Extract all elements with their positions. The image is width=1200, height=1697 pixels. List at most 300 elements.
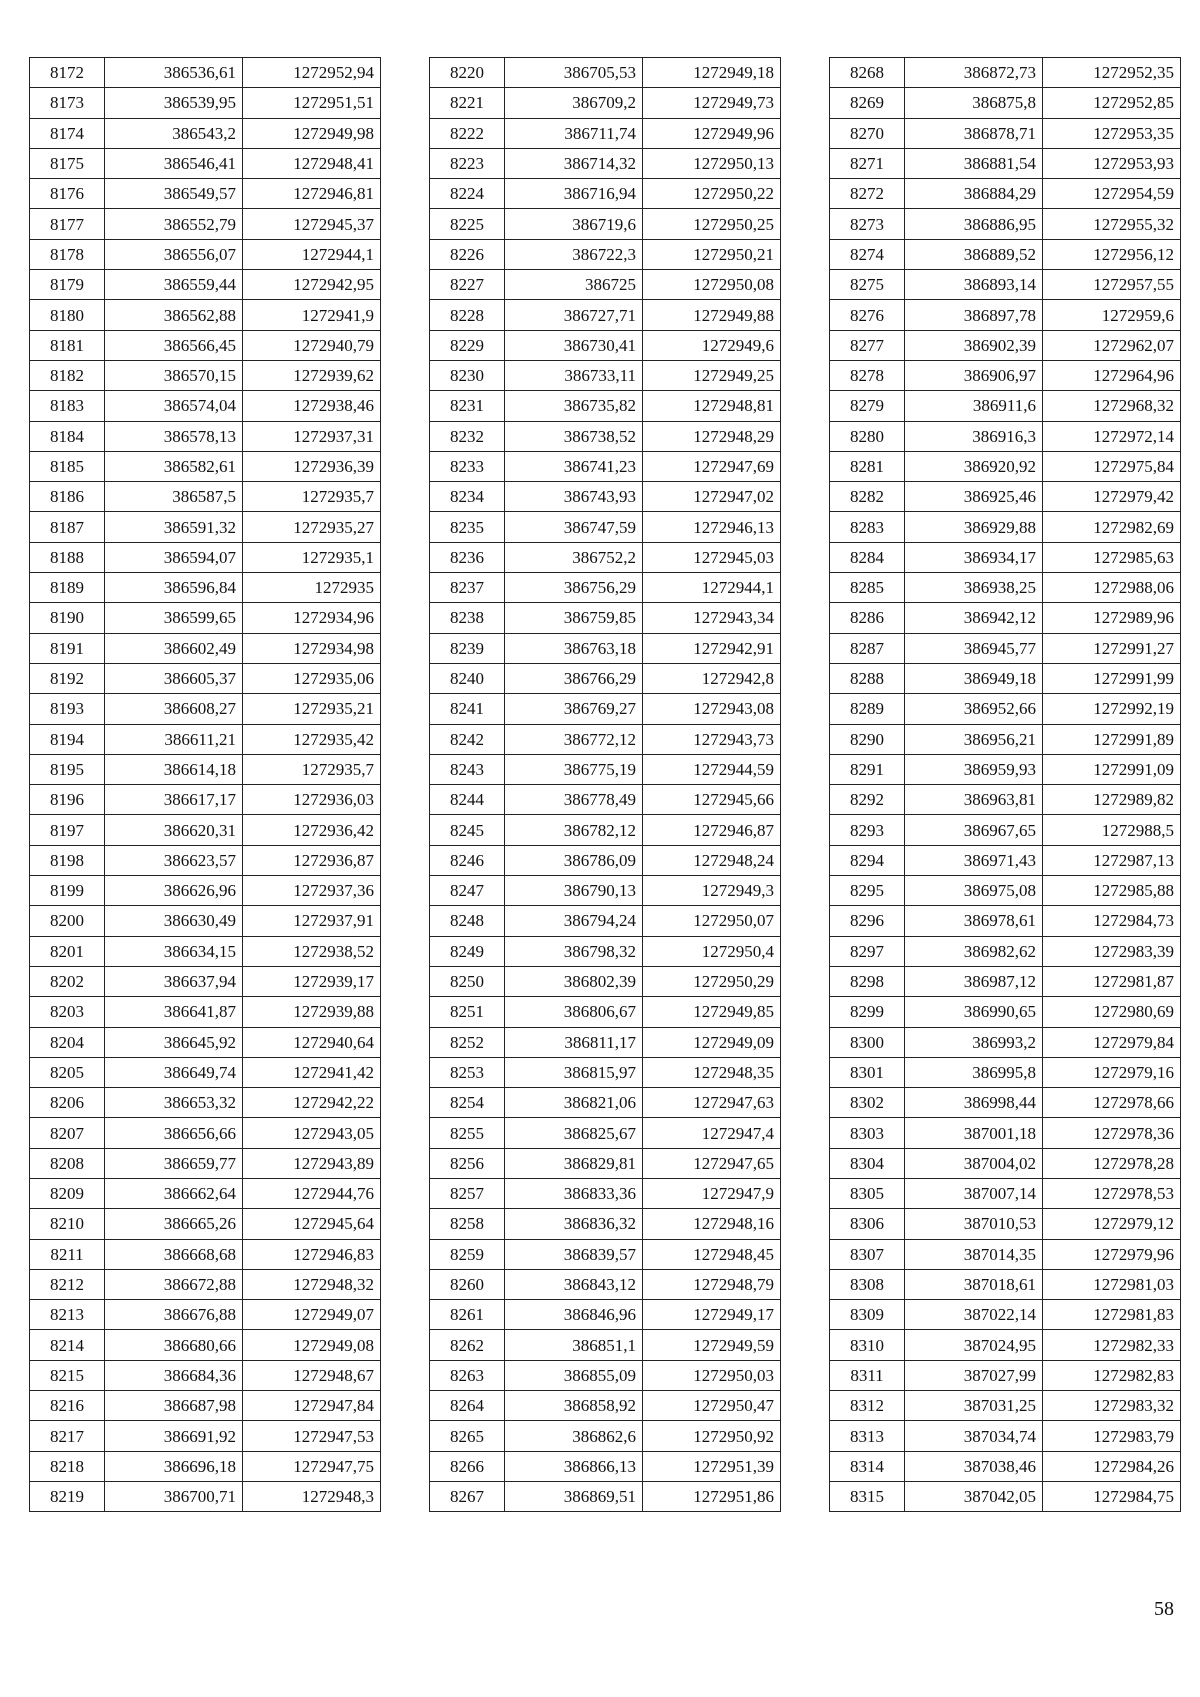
x-coordinate-cell: 386952,66: [905, 694, 1043, 724]
point-number-cell: 8289: [830, 694, 905, 724]
y-coordinate-cell: 1272949,59: [643, 1330, 781, 1360]
table-row: [430, 633, 781, 663]
point-number-cell: 8290: [830, 724, 905, 754]
x-coordinate-cell: 386906,97: [905, 360, 1043, 390]
table-row: [430, 1239, 781, 1269]
y-coordinate-cell: 1272984,26: [1043, 1451, 1181, 1481]
x-coordinate-cell: 386608,27: [105, 694, 243, 724]
y-coordinate-cell: 1272979,96: [1043, 1239, 1181, 1269]
x-coordinate-cell: 386769,27: [505, 694, 643, 724]
y-coordinate-cell: 1272985,63: [1043, 542, 1181, 572]
table-row: [830, 300, 1181, 330]
y-coordinate-cell: 1272979,16: [1043, 1057, 1181, 1087]
point-number-cell: 8253: [430, 1057, 505, 1087]
y-coordinate-cell: 1272935,06: [243, 663, 381, 693]
x-coordinate-cell: 387010,53: [905, 1209, 1043, 1239]
table-row: [30, 785, 381, 815]
point-number-cell: 8299: [830, 997, 905, 1027]
table-row: [830, 1118, 1181, 1148]
point-number-cell: 8312: [830, 1391, 905, 1421]
point-number-cell: 8313: [830, 1421, 905, 1451]
y-coordinate-cell: 1272992,19: [1043, 694, 1181, 724]
y-coordinate-cell: 1272982,33: [1043, 1330, 1181, 1360]
point-number-cell: 8195: [30, 754, 105, 784]
x-coordinate-cell: 386691,92: [105, 1421, 243, 1451]
x-coordinate-cell: 386594,07: [105, 542, 243, 572]
y-coordinate-cell: 1272949,08: [243, 1330, 381, 1360]
point-number-cell: 8177: [30, 209, 105, 239]
x-coordinate-cell: 386811,17: [505, 1027, 643, 1057]
point-number-cell: 8229: [430, 330, 505, 360]
y-coordinate-cell: 1272959,6: [1043, 300, 1181, 330]
y-coordinate-cell: 1272950,29: [643, 966, 781, 996]
table-row: [830, 815, 1181, 845]
table-row: [430, 421, 781, 451]
y-coordinate-cell: 1272950,47: [643, 1391, 781, 1421]
point-number-cell: 8259: [430, 1239, 505, 1269]
table-row: [830, 512, 1181, 542]
y-coordinate-cell: 1272935,7: [243, 754, 381, 784]
x-coordinate-cell: 386846,96: [505, 1300, 643, 1330]
point-number-cell: 8234: [430, 482, 505, 512]
table-row: [830, 1027, 1181, 1057]
y-coordinate-cell: 1272948,29: [643, 421, 781, 451]
point-number-cell: 8172: [30, 58, 105, 88]
point-number-cell: 8238: [430, 603, 505, 633]
table-row: [830, 724, 1181, 754]
y-coordinate-cell: 1272949,88: [643, 300, 781, 330]
x-coordinate-cell: 386719,6: [505, 209, 643, 239]
table-row: [30, 906, 381, 936]
table-row: [830, 1057, 1181, 1087]
y-coordinate-cell: 1272985,88: [1043, 876, 1181, 906]
table-row: [30, 421, 381, 451]
x-coordinate-cell: 386790,13: [505, 876, 643, 906]
point-number-cell: 8291: [830, 754, 905, 784]
table-row: [430, 694, 781, 724]
table-row: [30, 573, 381, 603]
x-coordinate-cell: 386902,39: [905, 330, 1043, 360]
table-row: [830, 148, 1181, 178]
point-number-cell: 8199: [30, 876, 105, 906]
table-row: [30, 966, 381, 996]
table-row: [30, 815, 381, 845]
point-number-cell: 8197: [30, 815, 105, 845]
point-number-cell: 8223: [430, 148, 505, 178]
y-coordinate-cell: 1272938,46: [243, 391, 381, 421]
y-coordinate-cell: 1272937,31: [243, 421, 381, 451]
y-coordinate-cell: 1272945,66: [643, 785, 781, 815]
y-coordinate-cell: 1272952,85: [1043, 88, 1181, 118]
x-coordinate-cell: 386893,14: [905, 270, 1043, 300]
table-row: [830, 1481, 1181, 1511]
table-row: [830, 1209, 1181, 1239]
table-row: [830, 330, 1181, 360]
x-coordinate-cell: 386825,67: [505, 1118, 643, 1148]
point-number-cell: 8305: [830, 1178, 905, 1208]
y-coordinate-cell: 1272951,39: [643, 1451, 781, 1481]
point-number-cell: 8302: [830, 1088, 905, 1118]
x-coordinate-cell: 386676,88: [105, 1300, 243, 1330]
table-row: [830, 270, 1181, 300]
x-coordinate-cell: 386656,66: [105, 1118, 243, 1148]
x-coordinate-cell: 386855,09: [505, 1360, 643, 1390]
point-number-cell: 8270: [830, 118, 905, 148]
y-coordinate-cell: 1272975,84: [1043, 451, 1181, 481]
y-coordinate-cell: 1272949,98: [243, 118, 381, 148]
y-coordinate-cell: 1272983,79: [1043, 1421, 1181, 1451]
x-coordinate-cell: 386626,96: [105, 876, 243, 906]
table-row: [430, 1481, 781, 1511]
table-row: [430, 330, 781, 360]
y-coordinate-cell: 1272949,96: [643, 118, 781, 148]
table-row: [430, 845, 781, 875]
point-number-cell: 8184: [30, 421, 105, 451]
table-row: [830, 1088, 1181, 1118]
table-row: [430, 815, 781, 845]
x-coordinate-cell: 386696,18: [105, 1451, 243, 1481]
point-number-cell: 8294: [830, 845, 905, 875]
coordinate-table-2: [429, 57, 781, 1512]
x-coordinate-cell: 387022,14: [905, 1300, 1043, 1330]
point-number-cell: 8298: [830, 966, 905, 996]
table-row: [830, 209, 1181, 239]
y-coordinate-cell: 1272935,27: [243, 512, 381, 542]
point-number-cell: 8203: [30, 997, 105, 1027]
point-number-cell: 8315: [830, 1481, 905, 1511]
x-coordinate-cell: 386617,17: [105, 785, 243, 815]
x-coordinate-cell: 386772,12: [505, 724, 643, 754]
point-number-cell: 8265: [430, 1421, 505, 1451]
x-coordinate-cell: 386766,29: [505, 663, 643, 693]
table-row: [430, 270, 781, 300]
x-coordinate-cell: 386562,88: [105, 300, 243, 330]
point-number-cell: 8314: [830, 1451, 905, 1481]
y-coordinate-cell: 1272943,05: [243, 1118, 381, 1148]
x-coordinate-cell: 386668,68: [105, 1239, 243, 1269]
point-number-cell: 8306: [830, 1209, 905, 1239]
point-number-cell: 8175: [30, 148, 105, 178]
y-coordinate-cell: 1272943,73: [643, 724, 781, 754]
point-number-cell: 8190: [30, 603, 105, 633]
x-coordinate-cell: 386752,2: [505, 542, 643, 572]
y-coordinate-cell: 1272982,69: [1043, 512, 1181, 542]
x-coordinate-cell: 386786,09: [505, 845, 643, 875]
x-coordinate-cell: 386938,25: [905, 573, 1043, 603]
x-coordinate-cell: 386775,19: [505, 754, 643, 784]
y-coordinate-cell: 1272945,37: [243, 209, 381, 239]
table-row: [830, 603, 1181, 633]
table-row: [430, 118, 781, 148]
x-coordinate-cell: 386578,13: [105, 421, 243, 451]
point-number-cell: 8209: [30, 1178, 105, 1208]
x-coordinate-cell: 386700,71: [105, 1481, 243, 1511]
y-coordinate-cell: 1272935,7: [243, 482, 381, 512]
table-row: [830, 1421, 1181, 1451]
x-coordinate-cell: 386672,88: [105, 1269, 243, 1299]
point-number-cell: 8204: [30, 1027, 105, 1057]
x-coordinate-cell: 386945,77: [905, 633, 1043, 663]
table-row: [30, 876, 381, 906]
y-coordinate-cell: 1272949,85: [643, 997, 781, 1027]
point-number-cell: 8308: [830, 1269, 905, 1299]
point-number-cell: 8307: [830, 1239, 905, 1269]
table-row: [830, 633, 1181, 663]
table-row: [30, 1481, 381, 1511]
point-number-cell: 8179: [30, 270, 105, 300]
point-number-cell: 8268: [830, 58, 905, 88]
table-row: [830, 694, 1181, 724]
point-number-cell: 8189: [30, 573, 105, 603]
point-number-cell: 8213: [30, 1300, 105, 1330]
point-number-cell: 8300: [830, 1027, 905, 1057]
y-coordinate-cell: 1272979,12: [1043, 1209, 1181, 1239]
point-number-cell: 8208: [30, 1148, 105, 1178]
point-number-cell: 8309: [830, 1300, 905, 1330]
point-number-cell: 8173: [30, 88, 105, 118]
table-row: [430, 936, 781, 966]
table-row: [830, 482, 1181, 512]
x-coordinate-cell: 386725: [505, 270, 643, 300]
x-coordinate-cell: 387034,74: [905, 1421, 1043, 1451]
y-coordinate-cell: 1272984,75: [1043, 1481, 1181, 1511]
table-row: [430, 148, 781, 178]
y-coordinate-cell: 1272947,02: [643, 482, 781, 512]
x-coordinate-cell: 387031,25: [905, 1391, 1043, 1421]
y-coordinate-cell: 1272978,28: [1043, 1148, 1181, 1178]
point-number-cell: 8287: [830, 633, 905, 663]
x-coordinate-cell: 386711,74: [505, 118, 643, 148]
y-coordinate-cell: 1272988,5: [1043, 815, 1181, 845]
table-row: [830, 845, 1181, 875]
y-coordinate-cell: 1272942,95: [243, 270, 381, 300]
point-number-cell: 8261: [430, 1300, 505, 1330]
y-coordinate-cell: 1272978,66: [1043, 1088, 1181, 1118]
table-row: [830, 1330, 1181, 1360]
table-row: [30, 179, 381, 209]
point-number-cell: 8277: [830, 330, 905, 360]
y-coordinate-cell: 1272947,65: [643, 1148, 781, 1178]
y-coordinate-cell: 1272939,88: [243, 997, 381, 1027]
table-row: [430, 1088, 781, 1118]
table-row: [830, 239, 1181, 269]
y-coordinate-cell: 1272935,42: [243, 724, 381, 754]
table-row: [30, 512, 381, 542]
y-coordinate-cell: 1272934,96: [243, 603, 381, 633]
y-coordinate-cell: 1272936,87: [243, 845, 381, 875]
y-coordinate-cell: 1272951,51: [243, 88, 381, 118]
y-coordinate-cell: 1272936,03: [243, 785, 381, 815]
point-number-cell: 8249: [430, 936, 505, 966]
y-coordinate-cell: 1272935,1: [243, 542, 381, 572]
y-coordinate-cell: 1272947,84: [243, 1391, 381, 1421]
y-coordinate-cell: 1272947,69: [643, 451, 781, 481]
point-number-cell: 8292: [830, 785, 905, 815]
x-coordinate-cell: 386878,71: [905, 118, 1043, 148]
y-coordinate-cell: 1272942,91: [643, 633, 781, 663]
point-number-cell: 8286: [830, 603, 905, 633]
x-coordinate-cell: 386738,52: [505, 421, 643, 451]
y-coordinate-cell: 1272955,32: [1043, 209, 1181, 239]
y-coordinate-cell: 1272947,9: [643, 1178, 781, 1208]
table-row: [430, 1391, 781, 1421]
table-row: [430, 603, 781, 633]
x-coordinate-cell: 386605,37: [105, 663, 243, 693]
page-number: 58: [1154, 1598, 1174, 1620]
point-number-cell: 8217: [30, 1421, 105, 1451]
table-row: [430, 573, 781, 603]
point-number-cell: 8244: [430, 785, 505, 815]
point-number-cell: 8271: [830, 148, 905, 178]
x-coordinate-cell: 386637,94: [105, 966, 243, 996]
x-coordinate-cell: 387001,18: [905, 1118, 1043, 1148]
y-coordinate-cell: 1272988,06: [1043, 573, 1181, 603]
x-coordinate-cell: 386942,12: [905, 603, 1043, 633]
point-number-cell: 8276: [830, 300, 905, 330]
x-coordinate-cell: 386741,23: [505, 451, 643, 481]
table-row: [430, 966, 781, 996]
y-coordinate-cell: 1272943,89: [243, 1148, 381, 1178]
table-row: [830, 1239, 1181, 1269]
table-row: [30, 1178, 381, 1208]
x-coordinate-cell: 386881,54: [905, 148, 1043, 178]
x-coordinate-cell: 386665,26: [105, 1209, 243, 1239]
table-row: [830, 118, 1181, 148]
x-coordinate-cell: 386649,74: [105, 1057, 243, 1087]
x-coordinate-cell: 386722,3: [505, 239, 643, 269]
point-number-cell: 8187: [30, 512, 105, 542]
y-coordinate-cell: 1272948,79: [643, 1269, 781, 1299]
x-coordinate-cell: 386653,32: [105, 1088, 243, 1118]
table-row: [830, 573, 1181, 603]
x-coordinate-cell: 386815,97: [505, 1057, 643, 1087]
y-coordinate-cell: 1272948,16: [643, 1209, 781, 1239]
table-row: [830, 966, 1181, 996]
y-coordinate-cell: 1272946,13: [643, 512, 781, 542]
point-number-cell: 8185: [30, 451, 105, 481]
y-coordinate-cell: 1272948,45: [643, 1239, 781, 1269]
x-coordinate-cell: 386716,94: [505, 179, 643, 209]
point-number-cell: 8240: [430, 663, 505, 693]
table-row: [430, 1057, 781, 1087]
y-coordinate-cell: 1272991,89: [1043, 724, 1181, 754]
point-number-cell: 8215: [30, 1360, 105, 1390]
point-number-cell: 8176: [30, 179, 105, 209]
point-number-cell: 8219: [30, 1481, 105, 1511]
table-row: [430, 391, 781, 421]
table-row: [30, 1451, 381, 1481]
x-coordinate-cell: 386727,71: [505, 300, 643, 330]
point-number-cell: 8205: [30, 1057, 105, 1087]
table-row: [830, 997, 1181, 1027]
table-row: [30, 451, 381, 481]
y-coordinate-cell: 1272956,12: [1043, 239, 1181, 269]
point-number-cell: 8303: [830, 1118, 905, 1148]
y-coordinate-cell: 1272950,22: [643, 179, 781, 209]
point-number-cell: 8258: [430, 1209, 505, 1239]
y-coordinate-cell: 1272946,87: [643, 815, 781, 845]
y-coordinate-cell: 1272949,6: [643, 330, 781, 360]
table-row: [30, 118, 381, 148]
table-row: [430, 1118, 781, 1148]
table-row: [830, 906, 1181, 936]
point-number-cell: 8311: [830, 1360, 905, 1390]
x-coordinate-cell: 386806,67: [505, 997, 643, 1027]
x-coordinate-cell: 386641,87: [105, 997, 243, 1027]
x-coordinate-cell: 386659,77: [105, 1148, 243, 1178]
y-coordinate-cell: 1272980,69: [1043, 997, 1181, 1027]
x-coordinate-cell: 386587,5: [105, 482, 243, 512]
y-coordinate-cell: 1272945,03: [643, 542, 781, 572]
x-coordinate-cell: 386794,24: [505, 906, 643, 936]
point-number-cell: 8254: [430, 1088, 505, 1118]
table-row: [430, 1148, 781, 1178]
table-row: [430, 754, 781, 784]
table-row: [30, 360, 381, 390]
table-row: [30, 542, 381, 572]
point-number-cell: 8279: [830, 391, 905, 421]
table-row: [830, 1300, 1181, 1330]
point-number-cell: 8251: [430, 997, 505, 1027]
x-coordinate-cell: 386559,44: [105, 270, 243, 300]
y-coordinate-cell: 1272941,42: [243, 1057, 381, 1087]
y-coordinate-cell: 1272940,79: [243, 330, 381, 360]
table-row: [30, 694, 381, 724]
point-number-cell: 8280: [830, 421, 905, 451]
y-coordinate-cell: 1272949,07: [243, 1300, 381, 1330]
x-coordinate-cell: 386798,32: [505, 936, 643, 966]
table-row: [430, 1330, 781, 1360]
table-row: [30, 1421, 381, 1451]
table-row: [430, 1451, 781, 1481]
x-coordinate-cell: 386747,59: [505, 512, 643, 542]
x-coordinate-cell: 386536,61: [105, 58, 243, 88]
y-coordinate-cell: 1272979,42: [1043, 482, 1181, 512]
point-number-cell: 8222: [430, 118, 505, 148]
x-coordinate-cell: 386634,15: [105, 936, 243, 966]
y-coordinate-cell: 1272934,98: [243, 633, 381, 663]
table-row: [30, 1269, 381, 1299]
x-coordinate-cell: 386623,57: [105, 845, 243, 875]
x-coordinate-cell: 386778,49: [505, 785, 643, 815]
x-coordinate-cell: 386543,2: [105, 118, 243, 148]
x-coordinate-cell: 386886,95: [905, 209, 1043, 239]
y-coordinate-cell: 1272948,32: [243, 1269, 381, 1299]
y-coordinate-cell: 1272964,96: [1043, 360, 1181, 390]
point-number-cell: 8278: [830, 360, 905, 390]
point-number-cell: 8236: [430, 542, 505, 572]
x-coordinate-cell: 386963,81: [905, 785, 1043, 815]
point-number-cell: 8247: [430, 876, 505, 906]
y-coordinate-cell: 1272982,83: [1043, 1360, 1181, 1390]
point-number-cell: 8264: [430, 1391, 505, 1421]
y-coordinate-cell: 1272979,84: [1043, 1027, 1181, 1057]
table-row: [830, 542, 1181, 572]
y-coordinate-cell: 1272938,52: [243, 936, 381, 966]
x-coordinate-cell: 386611,21: [105, 724, 243, 754]
table-row: [830, 88, 1181, 118]
point-number-cell: 8201: [30, 936, 105, 966]
table-row: [830, 1269, 1181, 1299]
y-coordinate-cell: 1272949,17: [643, 1300, 781, 1330]
table-row: [430, 300, 781, 330]
table-row: [30, 391, 381, 421]
table-row: [30, 845, 381, 875]
x-coordinate-cell: 386836,32: [505, 1209, 643, 1239]
point-number-cell: 8282: [830, 482, 905, 512]
table-row: [30, 330, 381, 360]
y-coordinate-cell: 1272950,13: [643, 148, 781, 178]
